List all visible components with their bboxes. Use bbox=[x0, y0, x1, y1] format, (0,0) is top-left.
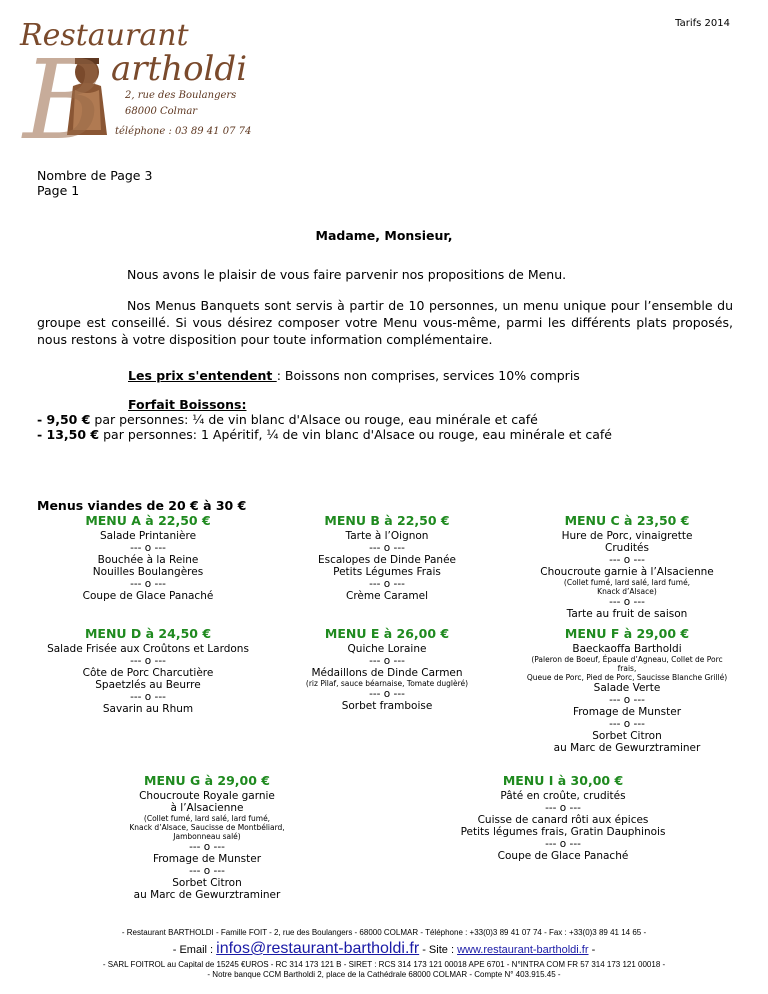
price-conditions bbox=[128, 368, 580, 383]
menu-c bbox=[514, 513, 740, 620]
menu-b bbox=[276, 513, 498, 602]
footer-company: - SARL FOITROL au Capital de 15245 €UROS - RC 314 173 121 B - SIRET : RCS 314 173 121 00018 APE 6701 - N°INTRA COM FR 57 314 173 121 00018 - bbox=[102, 960, 666, 969]
menu-c-title: MENU C à 23,50 € bbox=[564, 513, 690, 528]
menu-item: Tarte au fruit de saison bbox=[566, 608, 688, 620]
drinks-package-line1 bbox=[37, 412, 612, 427]
menu-item: à l’Alsacienne bbox=[170, 802, 244, 814]
menu-item: Choucroute garnie à l’Alsacienne bbox=[540, 566, 714, 578]
price-conditions-label: Les prix s'entendent bbox=[128, 368, 277, 383]
menu-item: Médaillons de Dinde Carmen bbox=[311, 667, 463, 679]
menu-item: Baeckaoffa Bartholdi bbox=[572, 643, 682, 655]
page-info bbox=[37, 168, 152, 198]
menu-item: Sorbet framboise bbox=[341, 700, 433, 712]
menu-item: Hure de Porc, vinaigrette bbox=[561, 530, 693, 542]
menu-item: Salade Frisée aux Croûtons et Lardons bbox=[47, 643, 249, 655]
menu-separator: --- o --- bbox=[130, 655, 166, 667]
menu-note: Jambonneau salé) bbox=[173, 832, 241, 841]
drinks-package-line2 bbox=[37, 427, 612, 442]
drinks-package bbox=[37, 397, 612, 442]
greeting: Madame, Monsieur, bbox=[315, 228, 453, 243]
menu-item: au Marc de Gewurztraminer bbox=[553, 742, 701, 754]
menu-item: Cuisse de canard rôti aux épices bbox=[477, 814, 649, 826]
menu-item: Quiche Loraine bbox=[347, 643, 427, 655]
meat-menus-title: Menus viandes de 20 € à 30 € bbox=[37, 498, 247, 513]
footer-contact bbox=[0, 940, 768, 958]
menu-item: Coupe de Glace Panaché bbox=[82, 590, 214, 602]
footer-email-label: - Email : bbox=[172, 944, 217, 956]
menu-item: Côte de Porc Charcutière bbox=[82, 667, 214, 679]
logo-line2: artholdi bbox=[111, 49, 248, 89]
logo-phone: téléphone : 03 89 41 07 74 bbox=[115, 126, 252, 137]
logo-city: 68000 Colmar bbox=[125, 106, 198, 117]
logo-address: 2, rue des Boulangers bbox=[125, 90, 237, 101]
menu-separator: --- o --- bbox=[369, 688, 405, 700]
logo-initial: B bbox=[23, 36, 104, 150]
menu-item: Pâté en croûte, crudités bbox=[500, 790, 626, 802]
menu-separator: --- o --- bbox=[369, 542, 405, 554]
menu-item: Crudités bbox=[605, 542, 649, 554]
menu-separator: --- o --- bbox=[545, 802, 581, 814]
menu-separator: --- o --- bbox=[609, 694, 645, 706]
menu-note: frais, bbox=[617, 664, 637, 673]
menu-item: Sorbet Citron bbox=[592, 730, 662, 742]
menu-item: Petits Légumes Frais bbox=[333, 566, 441, 578]
menu-d-title: MENU D à 24,50 € bbox=[84, 626, 212, 641]
menu-item: Bouchée à la Reine bbox=[97, 554, 199, 566]
menu-f-title: MENU F à 29,00 € bbox=[564, 626, 690, 641]
menu-separator: --- o --- bbox=[545, 838, 581, 850]
menu-note: Knack d’Alsace) bbox=[597, 587, 657, 596]
drinks-text1: par personnes: ¼ de vin blanc d'Alsace ou rouge, eau minérale et café bbox=[90, 412, 538, 427]
footer-site-label: - Site : bbox=[419, 944, 458, 956]
logo-line1: Restaurant bbox=[20, 18, 189, 53]
menu-item: Tarte à l’Oignon bbox=[345, 530, 429, 542]
menu-a-title: MENU A à 22,50 € bbox=[85, 513, 211, 528]
menu-f bbox=[514, 626, 740, 754]
menu-item: Nouilles Boulangères bbox=[92, 566, 204, 578]
menu-e bbox=[276, 626, 498, 712]
footer-address: - Restaurant BARTHOLDI - Famille FOIT - 2, rue des Boulangers - 68000 COLMAR - Téléphone : +33(0)3 89 41 07 74 - Fax : +33(0)3 89 41 14 65 - bbox=[121, 928, 647, 937]
footer-bank: - Notre banque CCM Bartholdi 2, place de la Cathédrale 68000 COLMAR - Compte N° 403.915.45 - bbox=[207, 970, 561, 979]
footer-legal bbox=[0, 960, 768, 980]
menu-item: Spaetzlés au Beurre bbox=[95, 679, 201, 691]
menu-note: (riz Pilaf, sauce béarnaise, Tomate duglèré) bbox=[305, 679, 469, 688]
menu-item: Savarin au Rhum bbox=[102, 703, 194, 715]
menu-i-title: MENU I à 30,00 € bbox=[502, 773, 624, 788]
menu-item: Crème Caramel bbox=[345, 590, 429, 602]
menu-note: (Paleron de Boeuf, Épaule d’Agneau, Collet de Porc bbox=[531, 655, 723, 664]
menu-i bbox=[442, 773, 684, 862]
price-conditions-text: : Boissons non comprises, services 10% compris bbox=[276, 368, 580, 383]
drinks-price1: - 9,50 € bbox=[37, 412, 91, 427]
drinks-package-title: Forfait Boissons: bbox=[128, 397, 247, 412]
menu-item: au Marc de Gewurztraminer bbox=[133, 889, 281, 901]
menu-item: Coupe de Glace Panaché bbox=[497, 850, 629, 862]
intro-paragraph: Nous avons le plaisir de vous faire parvenir nos propositions de Menu. bbox=[127, 267, 567, 282]
menu-item: Escalopes de Dinde Panée bbox=[317, 554, 457, 566]
menu-separator: --- o --- bbox=[609, 718, 645, 730]
menu-item: Petits légumes frais, Gratin Dauphinois bbox=[460, 826, 666, 838]
menu-separator: --- o --- bbox=[609, 554, 645, 566]
menu-separator: --- o --- bbox=[369, 578, 405, 590]
menu-note: (Collet fumé, lard salé, lard fumé, bbox=[143, 814, 271, 823]
menu-item: Fromage de Munster bbox=[572, 706, 682, 718]
menu-separator: --- o --- bbox=[609, 596, 645, 608]
menu-separator: --- o --- bbox=[130, 578, 166, 590]
menu-note: Queue de Porc, Pied de Porc, Saucisse Blanche Grillé) bbox=[526, 673, 728, 682]
page-count: Nombre de Page 3 bbox=[37, 168, 153, 183]
menu-d bbox=[30, 626, 266, 715]
menu-note: Knack d’Alsace, Saucisse de Montbéliard, bbox=[129, 823, 285, 832]
footer-site-link[interactable]: www.restaurant-bartholdi.fr bbox=[457, 944, 589, 956]
menu-note: (Collet fumé, lard salé, lard fumé, bbox=[563, 578, 691, 587]
menu-separator: --- o --- bbox=[189, 841, 225, 853]
page-number: Page 1 bbox=[37, 183, 80, 198]
restaurant-logo bbox=[15, 10, 260, 150]
menu-a bbox=[37, 513, 259, 602]
menu-g-title: MENU G à 29,00 € bbox=[144, 773, 270, 788]
menu-separator: --- o --- bbox=[189, 865, 225, 877]
menu-item: Salade Verte bbox=[593, 682, 661, 694]
menu-separator: --- o --- bbox=[130, 542, 166, 554]
menu-separator: --- o --- bbox=[369, 655, 405, 667]
menu-item: Choucroute Royale garnie bbox=[139, 790, 275, 802]
menu-e-title: MENU E à 26,00 € bbox=[324, 626, 450, 641]
tarifs-label: Tarifs 2014 bbox=[675, 18, 730, 29]
drinks-text2: par personnes: 1 Apéritif, ¼ de vin blanc d'Alsace ou rouge, eau minérale et café bbox=[99, 427, 612, 442]
menu-item: Sorbet Citron bbox=[172, 877, 242, 889]
footer-email-link[interactable]: infos@restaurant-bartholdi.fr bbox=[216, 940, 420, 957]
menu-g bbox=[96, 773, 318, 901]
footer-end: - bbox=[588, 944, 596, 956]
drinks-price2: - 13,50 € bbox=[37, 427, 100, 442]
menu-b-title: MENU B à 22,50 € bbox=[324, 513, 450, 528]
menu-item: Salade Printanière bbox=[99, 530, 197, 542]
menu-separator: --- o --- bbox=[130, 691, 166, 703]
menu-item: Fromage de Munster bbox=[152, 853, 262, 865]
banquet-paragraph: Nos Menus Banquets sont servis à partir de 10 personnes, un menu unique pour l’ensemble du groupe est conseillé. Si vous désirez composer votre Menu vous-même, parmi les différents plats proposés, nous restons à votre disposition pour toute information complémentaire. bbox=[37, 298, 733, 347]
